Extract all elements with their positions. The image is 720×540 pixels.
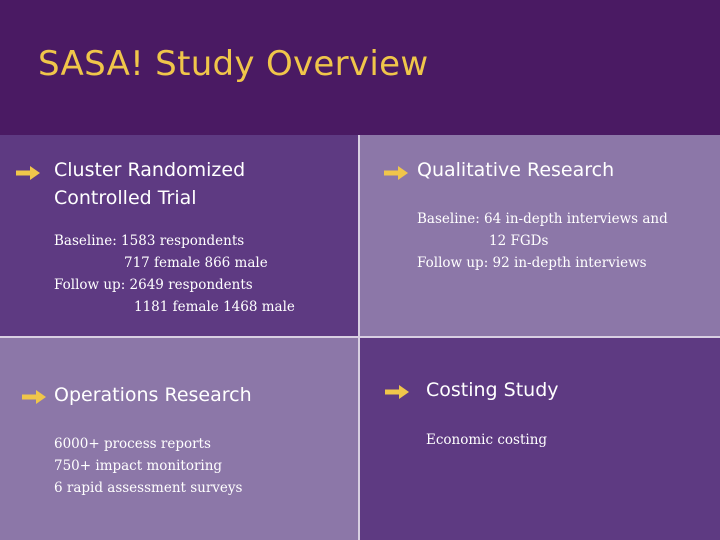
section-costing: [360, 337, 720, 540]
horizontal-divider: [0, 336, 720, 338]
body-line: Follow up: 2649 respondents: [54, 277, 253, 293]
body-line: 6 rapid assessment surveys: [54, 480, 243, 496]
section-body: [54, 433, 242, 499]
section-heading: Costing Study: [426, 379, 559, 401]
section-body: [417, 208, 668, 274]
body-line: 717 female 866 male: [124, 255, 268, 271]
section-cluster-trial: [0, 135, 360, 337]
arrow-right-icon: [384, 166, 408, 180]
section-body: [54, 230, 295, 318]
body-line: 12 FGDs: [489, 233, 549, 249]
body-line: 750+ impact monitoring: [54, 458, 223, 474]
section-body: [426, 429, 547, 451]
title-bar: [0, 0, 720, 135]
arrow-right-icon: [385, 385, 409, 399]
body-line: Economic costing: [426, 432, 548, 448]
body-line: Follow up: 92 in-depth interviews: [417, 255, 647, 271]
arrow-right-icon: [22, 390, 46, 404]
section-qualitative: [360, 135, 720, 337]
section-heading: Operations Research: [54, 384, 252, 406]
body-line: 6000+ process reports: [54, 436, 211, 452]
arrow-right-icon: [16, 166, 40, 180]
body-line: Baseline: 1583 respondents: [54, 233, 245, 249]
section-heading: Cluster Randomized Controlled Trial: [54, 159, 246, 209]
section-operations: [0, 337, 360, 540]
slide-title: SASA! Study Overview: [38, 44, 429, 84]
body-line: 1181 female 1468 male: [134, 299, 295, 315]
body-line: Baseline: 64 in-depth interviews and: [417, 211, 668, 227]
section-heading: Qualitative Research: [417, 159, 615, 181]
